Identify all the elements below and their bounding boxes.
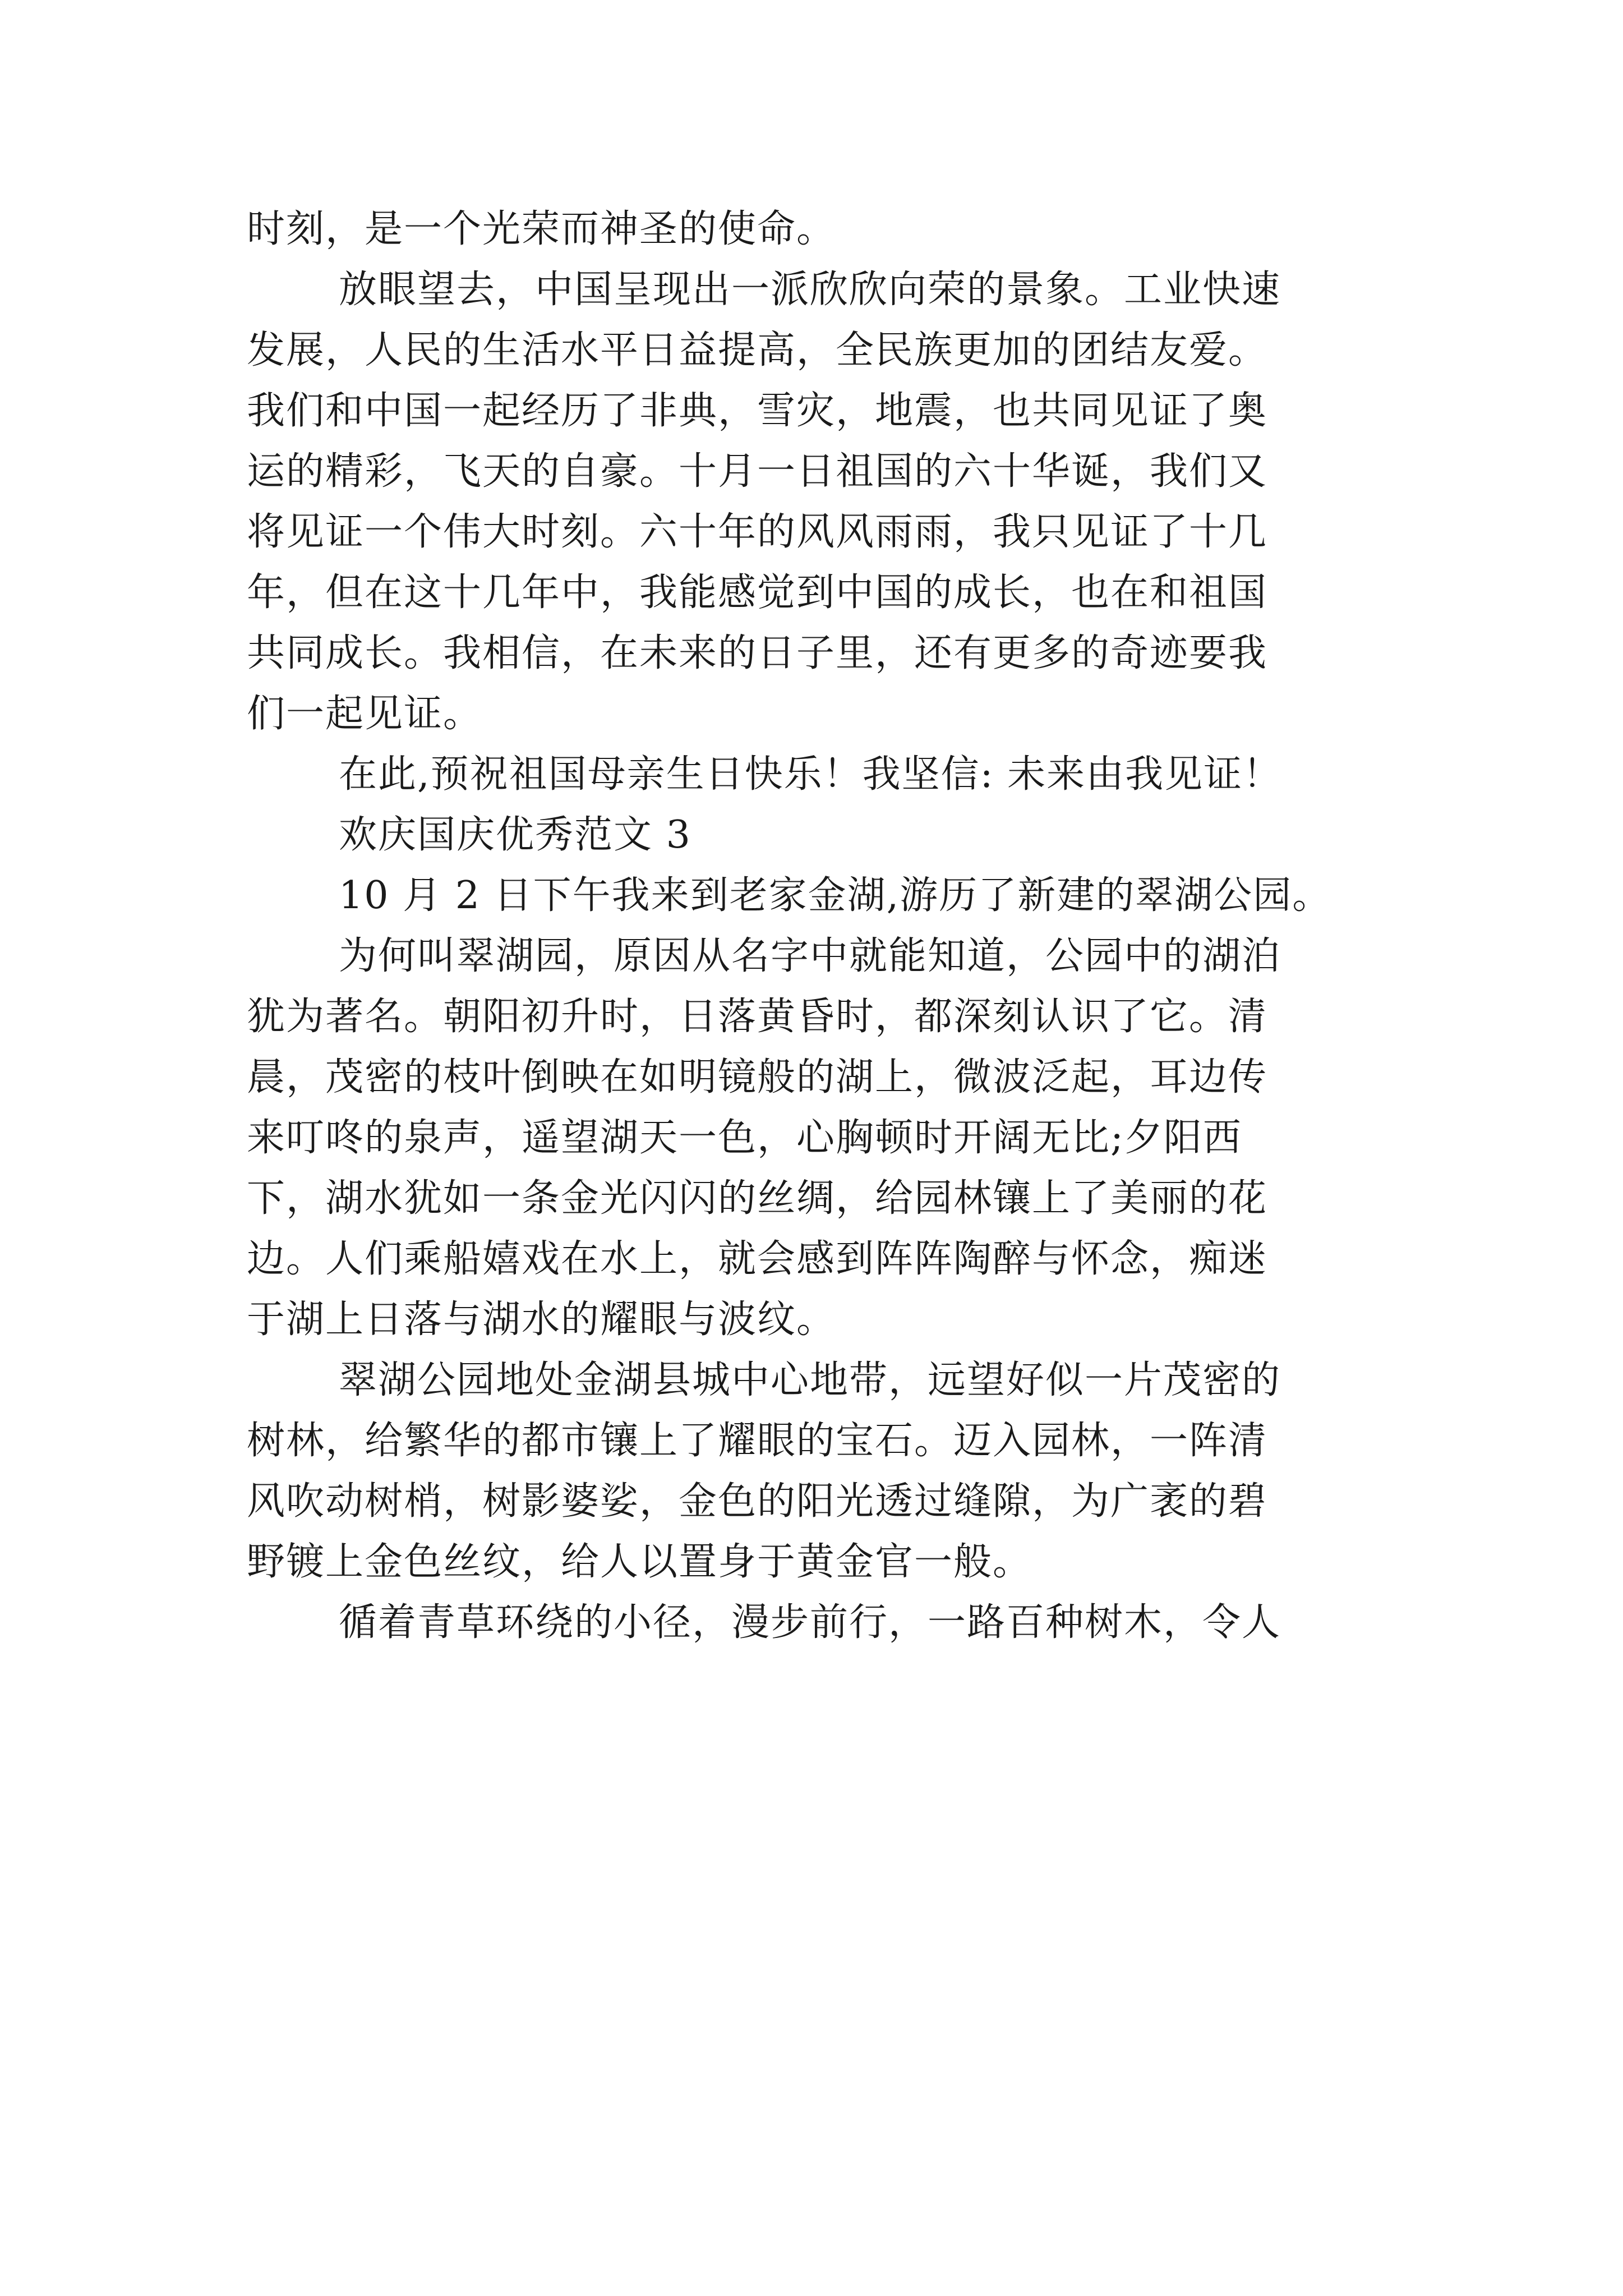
text-line: 将见证一个伟大时刻。六十年的风风雨雨，我只见证了十几: [247, 510, 1268, 554]
text-line: 晨，茂密的枝叶倒映在如明镜般的湖上，微波泛起，耳边传: [247, 1055, 1268, 1099]
text-line: 犹为著名。朝阳初升时，日落黄昏时，都深刻认识了它。清: [247, 995, 1268, 1039]
text-line: 翠湖公园地处金湖县城中心地带，远望好似一片茂密的: [339, 1358, 1281, 1402]
text-line: 来叮咚的泉声，遥望湖天一色，心胸顿时开阔无比;夕阳西: [247, 1116, 1242, 1160]
text-line: 年，但在这十几年中，我能感觉到中国的成长，也在和祖国: [247, 570, 1268, 615]
section-heading: 欢庆国庆优秀范文 3: [339, 813, 691, 857]
text-line: 我们和中国一起经历了非典，雪灾，地震，也共同见证了奥: [247, 389, 1268, 433]
text-line: 们一起见证。: [247, 692, 483, 736]
text-line: 共同成长。我相信，在未来的日子里，还有更多的奇迹要我: [247, 631, 1268, 675]
text-line: 风吹动树梢，树影婆娑，金色的阳光透过缝隙，为广袤的碧: [247, 1479, 1268, 1524]
text-line: 时刻，是一个光荣而神圣的使命。: [247, 207, 836, 251]
text-line: 运的精彩，飞天的自豪。十月一日祖国的六十华诞，我们又: [247, 449, 1268, 494]
text-line: 于湖上日落与湖水的耀眼与波纹。: [247, 1297, 836, 1342]
text-line: 循着青草环绕的小径，漫步前行，一路百种树木，令人: [339, 1600, 1281, 1645]
document-body: [247, 199, 1391, 1653]
text-line: 下，湖水犹如一条金光闪闪的丝绸，给园林镶上了美丽的花: [247, 1176, 1268, 1221]
text-line: 边。人们乘船嬉戏在水上，就会感到阵阵陶醉与怀念，痴迷: [247, 1237, 1268, 1281]
text-line: 在此,预祝祖国母亲生日快乐！我坚信: 未来由我见证！: [339, 752, 1283, 797]
text-line: 野镀上金色丝纹，给人以置身于黄金官一般。: [247, 1540, 1032, 1584]
text-line: 10 月 2 日下午我来到老家金湖,游历了新建的翠湖公园。: [339, 873, 1332, 918]
text-line: 树林，给繁华的都市镶上了耀眼的宝石。迈入园林，一阵清: [247, 1419, 1268, 1463]
text-line: 为何叫翠湖园，原因从名字中就能知道，公园中的湖泊: [339, 934, 1281, 978]
text-line: 放眼望去，中国呈现出一派欣欣向荣的景象。工业快速: [339, 268, 1281, 312]
text-line: 发展，人民的生活水平日益提高，全民族更加的团结友爱。: [247, 328, 1268, 372]
